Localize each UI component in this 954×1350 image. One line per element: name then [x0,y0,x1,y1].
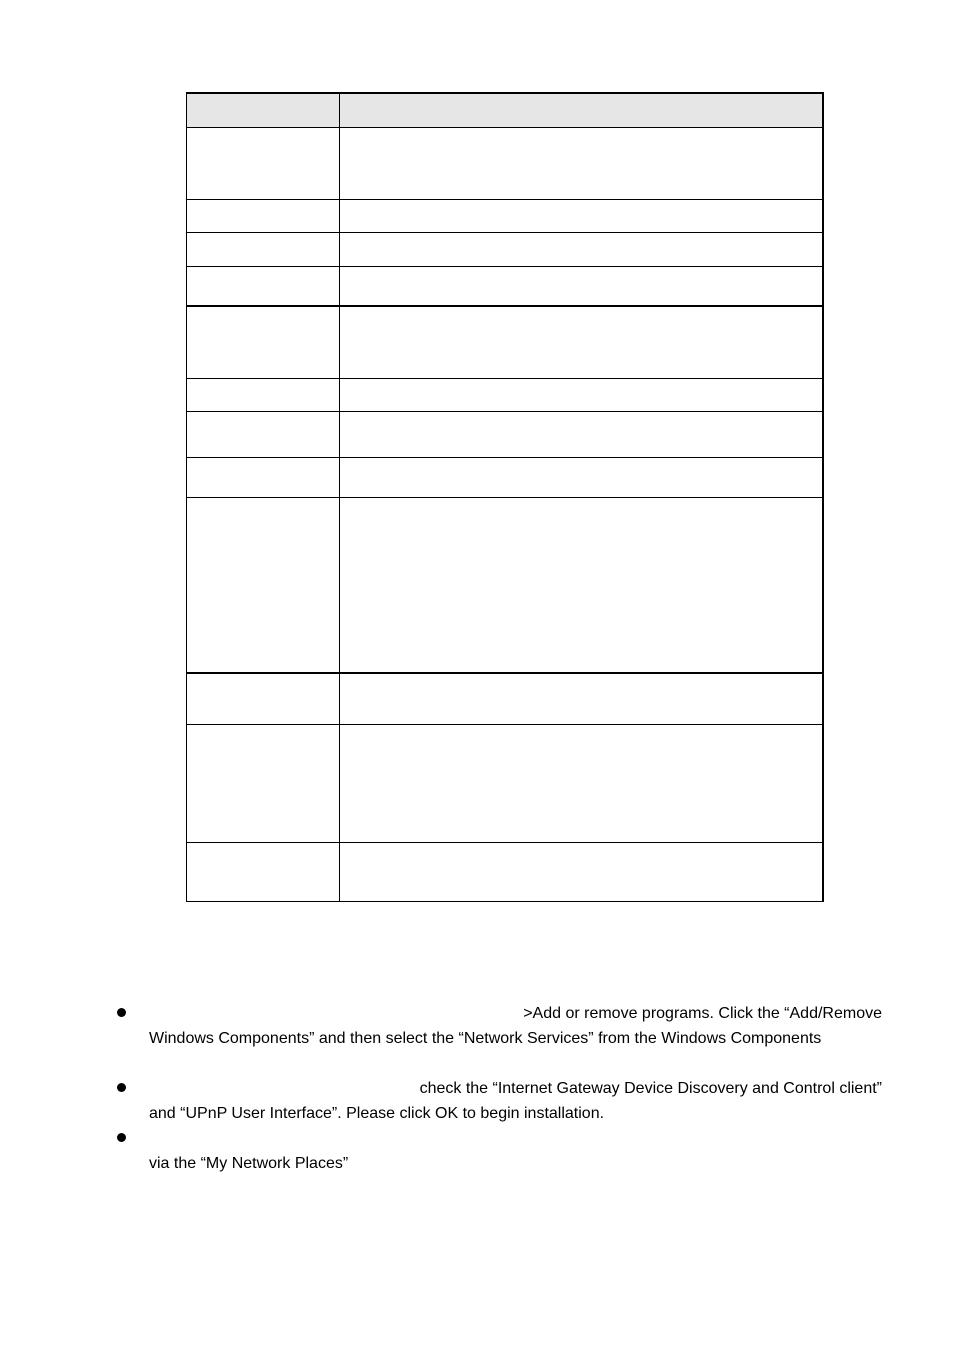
list-item-line: and “UPnP User Interface”. Please click OK to begin installation. [149,1105,605,1122]
bullet-icon [117,1133,126,1142]
bullet-icon [117,1008,126,1017]
list-item-line: check the “Internet Gateway Device Discovery and Control client” [419,1080,882,1097]
bullet-icon [117,1083,126,1092]
list-item-line: >Add or remove programs. Click the “Add/Remove [523,1005,882,1022]
list-item-line: via the “My Network Places” [149,1155,349,1172]
list-item-line: Windows Components” and then select the “Network Services” from the Windows Components [149,1030,822,1047]
